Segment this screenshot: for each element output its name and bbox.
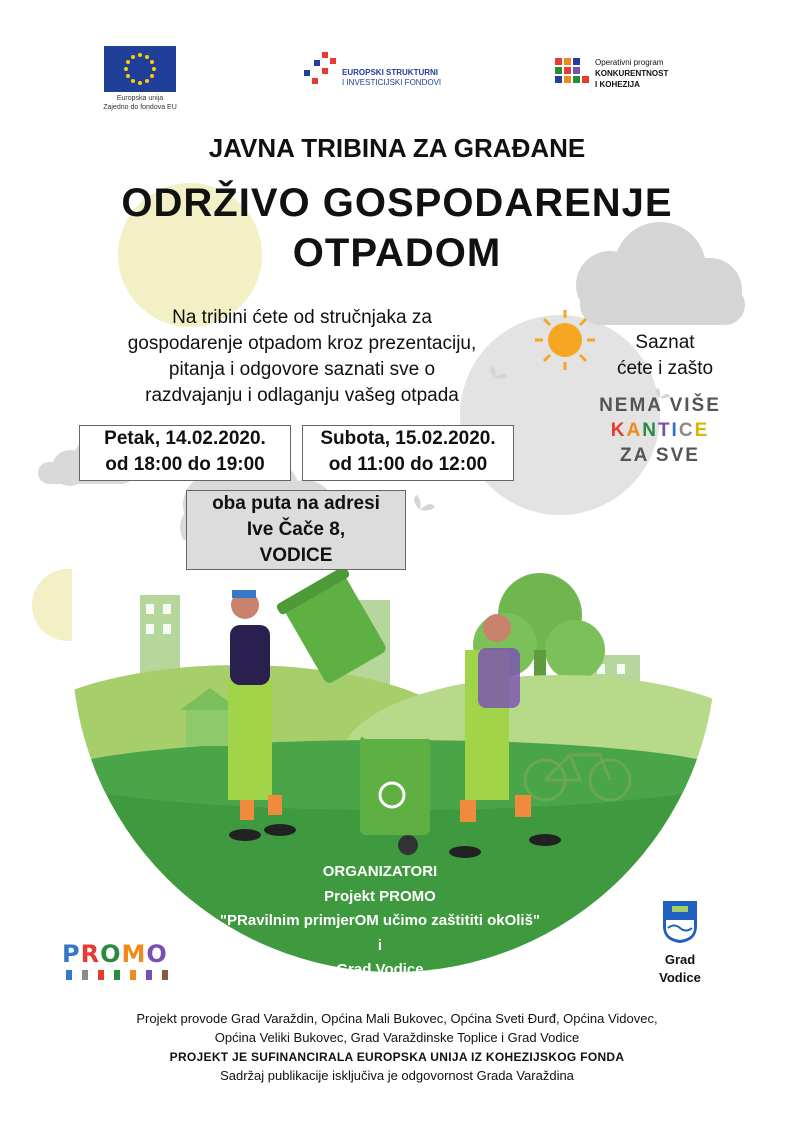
event-time: od 11:00 do 12:00 (328, 454, 488, 475)
kantice-word (570, 418, 750, 443)
opk-line: Operativni program (595, 58, 664, 67)
vodice-logo-line: Grad (664, 952, 696, 967)
eu-caption-line: Zajedno do fondova EU (103, 104, 177, 111)
kantice-letter: K (610, 420, 627, 441)
main-title-line: OTPADOM (292, 231, 502, 275)
organizers-project: Projekt PROMO (324, 887, 436, 905)
organizers-slogan: "PRavilnim primjerOM učimo zaštititi okOliš" (219, 912, 541, 929)
promo-letter: O (100, 940, 122, 968)
footer-cofinance: PROJEKT JE SUFINANCIRALA EUROPSKA UNIJA IZ KOHEZIJSKOG FONDA (169, 1050, 625, 1064)
esif-squares-icon (300, 48, 340, 96)
intro-line: pitanja i odgovore saznati sve o (168, 359, 436, 380)
eu-caption-line: Europska unija (116, 95, 164, 102)
main-title (0, 178, 794, 278)
opk-line: KONKURENTNOST (595, 69, 669, 78)
nema-line: ZA SVE (620, 445, 700, 466)
promo-logo-word (62, 940, 178, 968)
organizers-city: Grad Vodice (336, 961, 424, 978)
footer-line: Općina Veliki Bukovec, Grad Varaždinske Toplice i Grad Vodice (214, 1030, 580, 1045)
promo-letter: O (146, 940, 168, 968)
event-type-title: JAVNA TRIBINA ZA GRAĐANE (208, 133, 586, 163)
intro-line: razdvajanju i odlaganju vašeg otpada (145, 385, 459, 406)
kantice-letter: T (657, 420, 672, 441)
nema-vise-kantice (570, 393, 750, 468)
eu-logo-caption (88, 94, 192, 112)
vodice-coat-of-arms-icon (660, 898, 700, 946)
promo-letter: R (80, 940, 101, 968)
opk-logo (555, 56, 695, 96)
kantice-letter: N (642, 420, 658, 441)
kantice-letter: A (626, 420, 643, 441)
organizers-heading: ORGANIZATORI (322, 863, 438, 880)
organizers-and: i (377, 936, 383, 954)
footer-disclaimer: Sadržaj publikacije isključiva je odgovornost Grada Varaždina (220, 1068, 574, 1083)
eu-stars-icon (104, 46, 176, 92)
event-day: Subota, 15.02.2020. (320, 428, 496, 449)
saznat-line: ćete i zašto (616, 358, 714, 379)
kantice-letter: I (671, 420, 679, 441)
address-line: VODICE (259, 545, 333, 566)
intro-text (92, 305, 512, 409)
promo-letter: M (121, 940, 147, 968)
saznat-line: Saznat (635, 332, 695, 353)
kantice-letter: C (678, 420, 695, 441)
saznat-text (600, 330, 730, 382)
main-title-line: ODRŽIVO GOSPODARENJE (121, 181, 673, 225)
esif-line: I INVESTICIJSKI FONDOVI (342, 78, 442, 87)
esif-line: EUROPSKI STRUKTURNI (342, 68, 439, 77)
opk-line: I KOHEZIJA (595, 80, 640, 89)
address-line: Ive Čače 8, (246, 519, 346, 540)
organizers-block (150, 860, 610, 983)
esif-logo (300, 48, 450, 96)
intro-line: gospodarenje otpadom kroz prezentaciju, (127, 333, 477, 354)
address-line: oba puta na adresi (212, 493, 380, 514)
opk-squares-icon (555, 58, 589, 92)
event-box-friday (79, 425, 291, 481)
grad-vodice-logo (630, 898, 730, 987)
kantice-letter: E (694, 420, 710, 441)
footer-partners (60, 1009, 734, 1047)
promo-letter: P (62, 940, 81, 968)
address-box (186, 490, 406, 570)
promo-figures-icon (62, 968, 178, 982)
promo-logo (62, 940, 178, 982)
intro-line: Na tribini ćete od stručnjaka za (172, 307, 432, 328)
nema-line: NEMA VIŠE (599, 395, 721, 416)
event-time: od 18:00 do 19:00 (105, 454, 265, 475)
eu-flag-logo (104, 46, 176, 92)
event-day: Petak, 14.02.2020. (104, 428, 266, 449)
footer-line: Projekt provode Grad Varaždin, Općina Mali Bukovec, Općina Sveti Đurđ, Općina Vidovec, (136, 1011, 658, 1026)
vodice-logo-line: Vodice (659, 970, 701, 985)
event-box-saturday (302, 425, 514, 481)
